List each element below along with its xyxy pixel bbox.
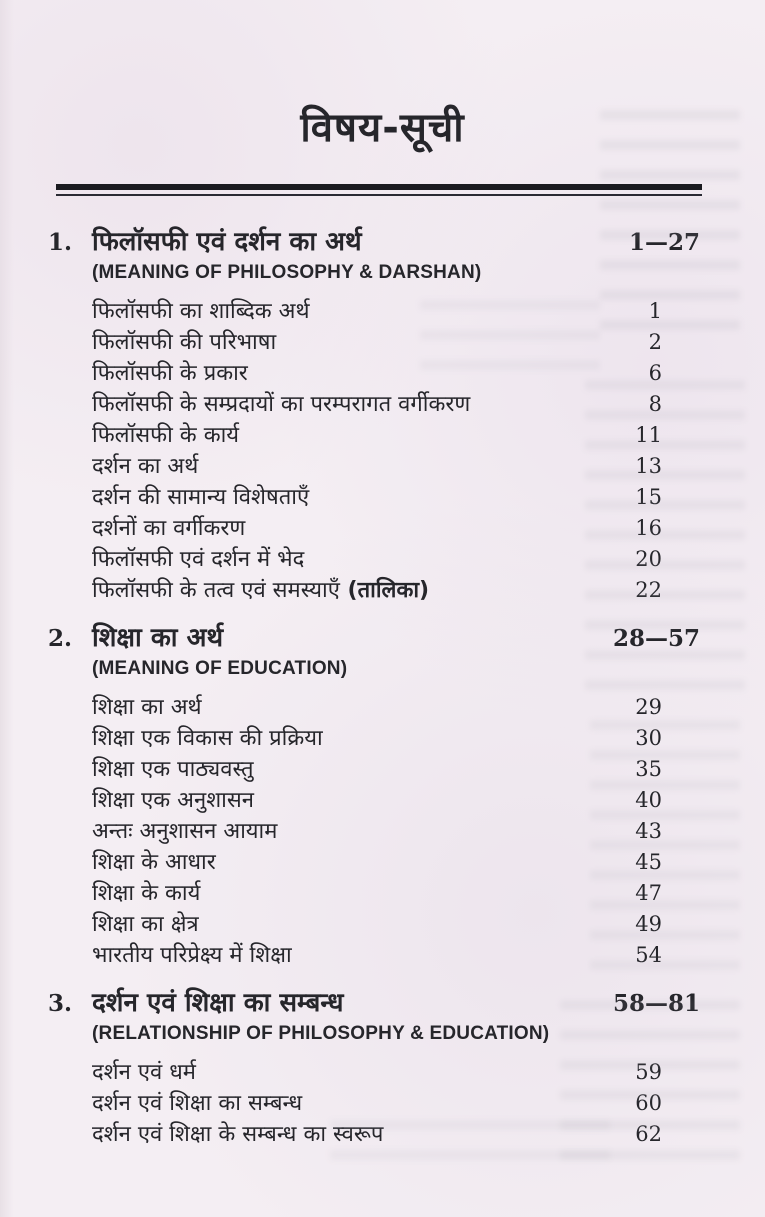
toc-entry-label-bold: (तालिका) — [339, 578, 430, 603]
toc-entry-row — [92, 327, 662, 358]
toc-entry-row — [92, 847, 662, 878]
toc-entry-page-number: 45 — [635, 850, 662, 874]
toc-entry-label: फिलॉसफी के तत्व एवं समस्याएँ (तालिका) — [92, 578, 430, 603]
toc-entry-row — [92, 1057, 662, 1088]
chapter-heading — [48, 987, 700, 1020]
toc-entry-page-number: 47 — [635, 881, 662, 905]
toc-entry-label: फिलॉसफी के कार्य — [92, 423, 240, 448]
toc-entry-page-number: 20 — [635, 547, 662, 571]
chapter-block — [48, 622, 700, 971]
toc-entry-label: भारतीय परिप्रेक्ष्य में शिक्षा — [92, 943, 292, 968]
toc-entry-page-number: 11 — [635, 423, 662, 447]
toc-entry-page-number: 59 — [635, 1060, 662, 1084]
chapter-title-english: (RELATIONSHIP OF PHILOSOPHY & EDUCATION) — [92, 1023, 550, 1044]
toc-entry-label: फिलॉसफी के सम्प्रदायों का परम्परागत वर्गीकरण — [92, 392, 471, 417]
toc-entry-label: शिक्षा का क्षेत्र — [92, 912, 199, 937]
toc-entry-row — [92, 878, 662, 909]
chapter-entries — [92, 1057, 662, 1150]
toc-entry-page-number: 15 — [635, 485, 662, 509]
chapter-entries — [92, 296, 662, 606]
chapter-number: 2. — [48, 625, 73, 652]
toc-entry-page-number: 8 — [648, 392, 662, 416]
chapter-entries — [92, 692, 662, 971]
toc-entry-page-number: 35 — [635, 757, 662, 781]
toc-entry-row — [92, 296, 662, 327]
toc-entry-label: फिलॉसफी के प्रकार — [92, 361, 248, 386]
chapter-page-range: 1—27 — [628, 229, 700, 256]
toc-entry-row — [92, 816, 662, 847]
toc-entry-label: अन्तः अनुशासन आयाम — [92, 819, 278, 844]
toc-entry-page-number: 22 — [635, 578, 662, 602]
chapter-title-english: (MEANING OF EDUCATION) — [92, 658, 348, 679]
chapter-page-range: 58—81 — [612, 990, 700, 1017]
toc-entry-page-number: 1 — [648, 299, 662, 323]
toc-entry-page-number: 54 — [635, 943, 662, 967]
toc-entry-label: फिलॉसफी का शाब्दिक अर्थ — [92, 299, 310, 324]
toc-entry-row — [92, 692, 662, 723]
toc-entry-row — [92, 785, 662, 816]
toc-entry-page-number: 13 — [635, 454, 662, 478]
table-of-contents — [48, 226, 700, 1150]
chapter-heading — [48, 226, 700, 259]
toc-entry-row — [92, 358, 662, 389]
toc-entry-label: दर्शन का अर्थ — [92, 454, 199, 479]
toc-entry-label: दर्शनों का वर्गीकरण — [92, 516, 246, 541]
divider-thin-line — [56, 194, 702, 196]
toc-entry-label: शिक्षा के आधार — [92, 850, 216, 875]
chapter-number: 3. — [48, 990, 73, 1017]
toc-entry-page-number: 40 — [635, 788, 662, 812]
toc-entry-label: शिक्षा का अर्थ — [92, 695, 202, 720]
toc-entry-page-number: 43 — [635, 819, 662, 843]
toc-entry-row — [92, 1088, 662, 1119]
toc-entry-row — [92, 482, 662, 513]
toc-entry-label: दर्शन की सामान्य विशेषताएँ — [92, 485, 310, 510]
toc-entry-label: शिक्षा एक पाठ्यवस्तु — [92, 757, 254, 782]
toc-entry-label: दर्शन एवं धर्म — [92, 1060, 196, 1085]
toc-entry-row — [92, 754, 662, 785]
toc-entry-page-number: 6 — [648, 361, 662, 385]
chapter-title-hindi: फिलॉसफी एवं दर्शन का अर्थ — [92, 227, 362, 257]
toc-entry-row — [92, 940, 662, 971]
toc-entry-page-number: 60 — [635, 1091, 662, 1115]
toc-entry-row — [92, 723, 662, 754]
toc-entry-label: फिलॉसफी की परिभाषा — [92, 330, 277, 355]
page-title: विषय-सूची — [300, 105, 465, 151]
toc-entry-row — [92, 575, 662, 606]
toc-entry-page-number: 29 — [635, 695, 662, 719]
toc-entry-row — [92, 389, 662, 420]
chapter-block — [48, 226, 700, 606]
chapter-block — [48, 987, 700, 1150]
toc-entry-row — [92, 909, 662, 940]
toc-entry-label: दर्शन एवं शिक्षा के सम्बन्ध का स्वरूप — [92, 1122, 384, 1147]
chapter-title-hindi: शिक्षा का अर्थ — [92, 623, 224, 653]
chapter-number: 1. — [48, 229, 73, 256]
toc-entry-page-number: 2 — [648, 330, 662, 354]
toc-entry-label: शिक्षा एक विकास की प्रक्रिया — [92, 726, 323, 751]
toc-entry-row — [92, 1119, 662, 1150]
toc-entry-row — [92, 420, 662, 451]
toc-entry-label: दर्शन एवं शिक्षा का सम्बन्ध — [92, 1091, 303, 1116]
toc-entry-page-number: 49 — [635, 912, 662, 936]
toc-entry-label: शिक्षा एक अनुशासन — [92, 788, 254, 813]
toc-entry-page-number: 62 — [635, 1122, 662, 1146]
toc-entry-page-number: 16 — [635, 516, 662, 540]
chapter-page-range: 28—57 — [612, 625, 700, 652]
toc-entry-label: शिक्षा के कार्य — [92, 881, 201, 906]
toc-entry-row — [92, 544, 662, 575]
divider-thick-line — [56, 184, 702, 190]
chapter-title-hindi: दर्शन एवं शिक्षा का सम्बन्ध — [92, 988, 344, 1018]
toc-entry-row — [92, 451, 662, 482]
chapter-heading — [48, 622, 700, 655]
title-divider-rule — [56, 184, 702, 196]
chapter-title-english: (MEANING OF PHILOSOPHY & DARSHAN) — [92, 262, 482, 283]
toc-entry-page-number: 30 — [635, 726, 662, 750]
toc-entry-label: फिलॉसफी एवं दर्शन में भेद — [92, 547, 305, 572]
toc-entry-row — [92, 513, 662, 544]
